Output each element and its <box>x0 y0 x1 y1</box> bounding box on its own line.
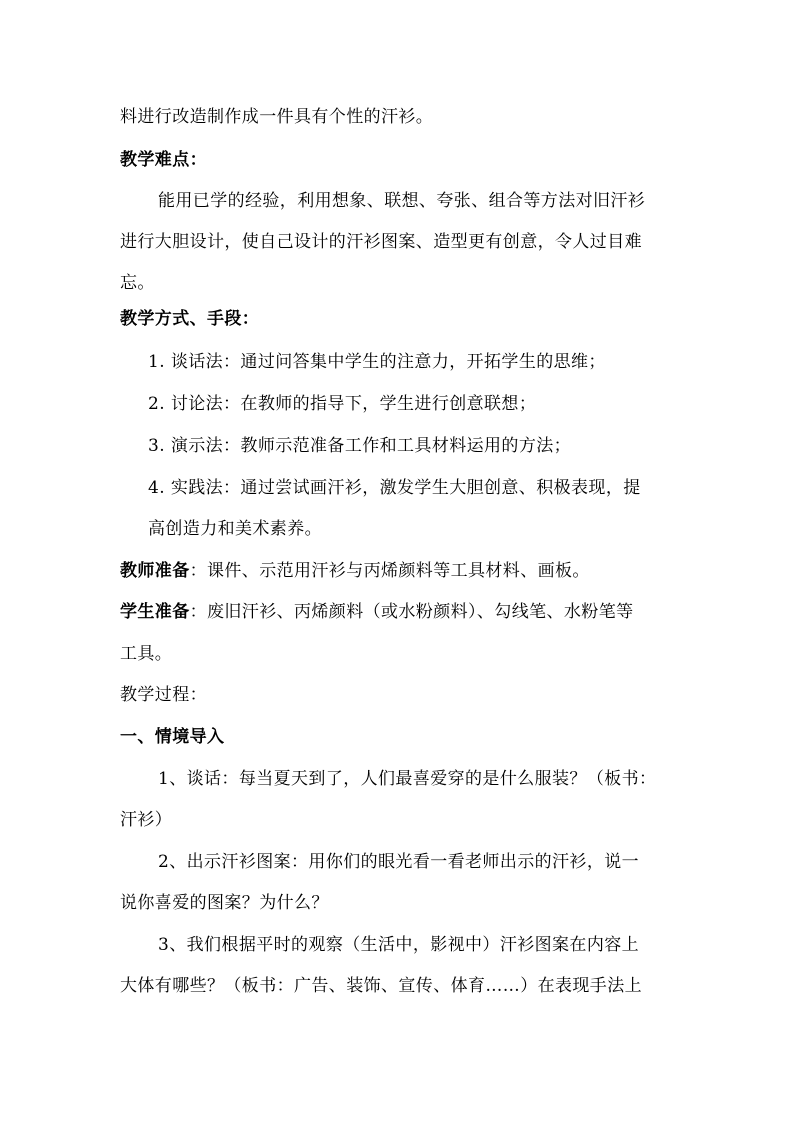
student-preparation <box>120 601 634 623</box>
text-line: 料进行改造制作成一件具有个性的汗衫。 <box>120 107 434 127</box>
teacher-preparation-label: 教师准备 <box>120 561 190 581</box>
list-item: 2. 讨论法：在教师的指导下，学生进行创意联想； <box>148 394 537 414</box>
list-item: 1. 谈话法：通过问答集中学生的注意力，开拓学生的思维； <box>148 352 606 372</box>
teaching-process-label: 教学过程： <box>120 685 207 705</box>
list-item: 3. 演示法：教师示范准备工作和工具材料运用的方法； <box>148 436 572 456</box>
text-line: 工具。 <box>120 644 173 664</box>
teacher-preparation <box>120 560 590 582</box>
text-line: 汗衫） <box>120 810 173 830</box>
heading-section-1: 一、情境导入 <box>120 727 225 747</box>
text-line: 能用已学的经验，利用想象、联想、夸张、组合等方法对旧汗衫 <box>158 191 646 211</box>
text-line: 3、我们根据平时的观察（生活中，影视中）汗衫图案在内容上 <box>158 935 640 955</box>
text-line: 忘。 <box>120 273 155 293</box>
list-item: 4. 实践法：通过尝试画汗衫，激发学生大胆创意、积极表现，提 <box>148 478 641 498</box>
heading-teaching-difficulty: 教学难点： <box>120 150 207 170</box>
text-line: 进行大胆设计，使自己设计的汗衫图案、造型更有创意，令人过目难 <box>120 232 642 252</box>
teacher-preparation-text: ：课件、示范用汗衫与丙烯颜料等工具材料、画板。 <box>189 561 590 581</box>
heading-teaching-methods: 教学方式、手段： <box>120 309 260 329</box>
text-line: 1、谈话：每当夏天到了，人们最喜爱穿的是什么服装？（板书： <box>158 769 657 789</box>
text-line: 大体有哪些？（板书：广告、装饰、宣传、体育……）在表现手法上 <box>120 976 642 996</box>
text-line: 2、出示汗衫图案：用你们的眼光看一看老师出示的汗衫，说一 <box>158 852 640 872</box>
student-preparation-text: ：废旧汗衫、丙烯颜料（或水粉颜料）、勾线笔、水粉笔等 <box>189 602 634 622</box>
student-preparation-label: 学生准备 <box>120 602 190 622</box>
text-line: 说你喜爱的图案？为什么？ <box>120 893 329 913</box>
list-item-continuation: 高创造力和美术素养。 <box>148 519 322 539</box>
